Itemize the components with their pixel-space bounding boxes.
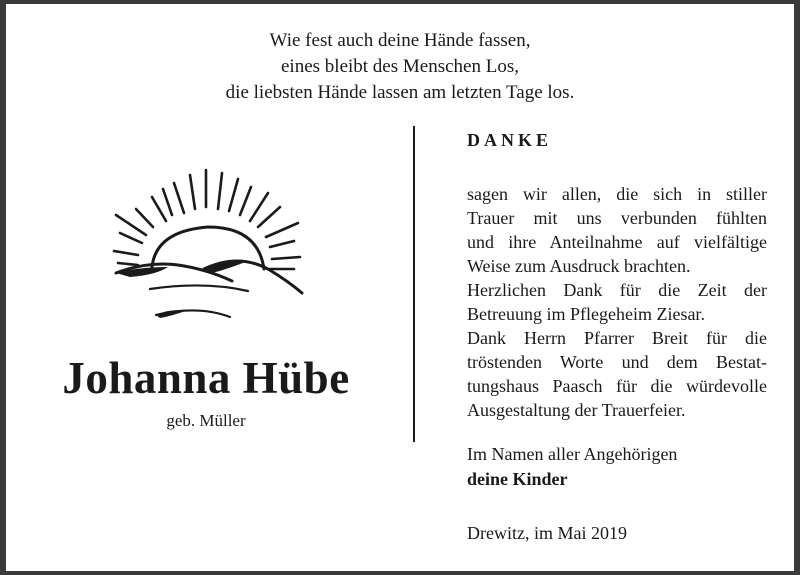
thanks-line: tröstenden Worte und dem Bestat-: [467, 352, 767, 372]
poem-line: eines bleibt des Menschen Los,: [281, 56, 519, 77]
rising-sun-over-hills-icon: [108, 165, 308, 330]
thanks-line: Dank Herrn Pfarrer Breit für die: [467, 328, 767, 348]
poem: [0, 28, 800, 106]
maiden-name: geb. Müller: [166, 411, 246, 430]
poem-line: die liebsten Hände lassen am letzten Tage los.: [225, 82, 575, 103]
thanks-line: und ihre Anteilnahme auf vielfältige: [467, 232, 767, 252]
thanks-line: Herzlichen Dank für die Zeit der: [467, 280, 767, 300]
signature-name: deine Kinder: [467, 469, 568, 489]
poem-line: Wie fest auch deine Hände fassen,: [269, 30, 531, 51]
thanks-text: [467, 182, 767, 422]
thanks-line: Betreuung im Pflegeheim Ziesar.: [467, 304, 705, 324]
vertical-divider: [413, 126, 415, 442]
deceased-name: Johanna Hübe: [62, 353, 350, 403]
thanks-line: sagen wir allen, die sich in stiller: [467, 184, 767, 204]
signature-line: Im Namen aller Angehörigen: [467, 444, 678, 464]
thanks-line: Ausgestaltung der Trauerfeier.: [467, 400, 686, 420]
thanks-line: Trauer mit uns verbunden fühlten: [467, 208, 767, 228]
place-date: Drewitz, im Mai 2019: [467, 523, 627, 543]
thanks-line: tungshaus Paasch für die würdevolle: [467, 376, 767, 396]
thanks-heading: DANKE: [467, 130, 553, 150]
thanks-line: Weise zum Ausdruck brachten.: [467, 256, 691, 276]
